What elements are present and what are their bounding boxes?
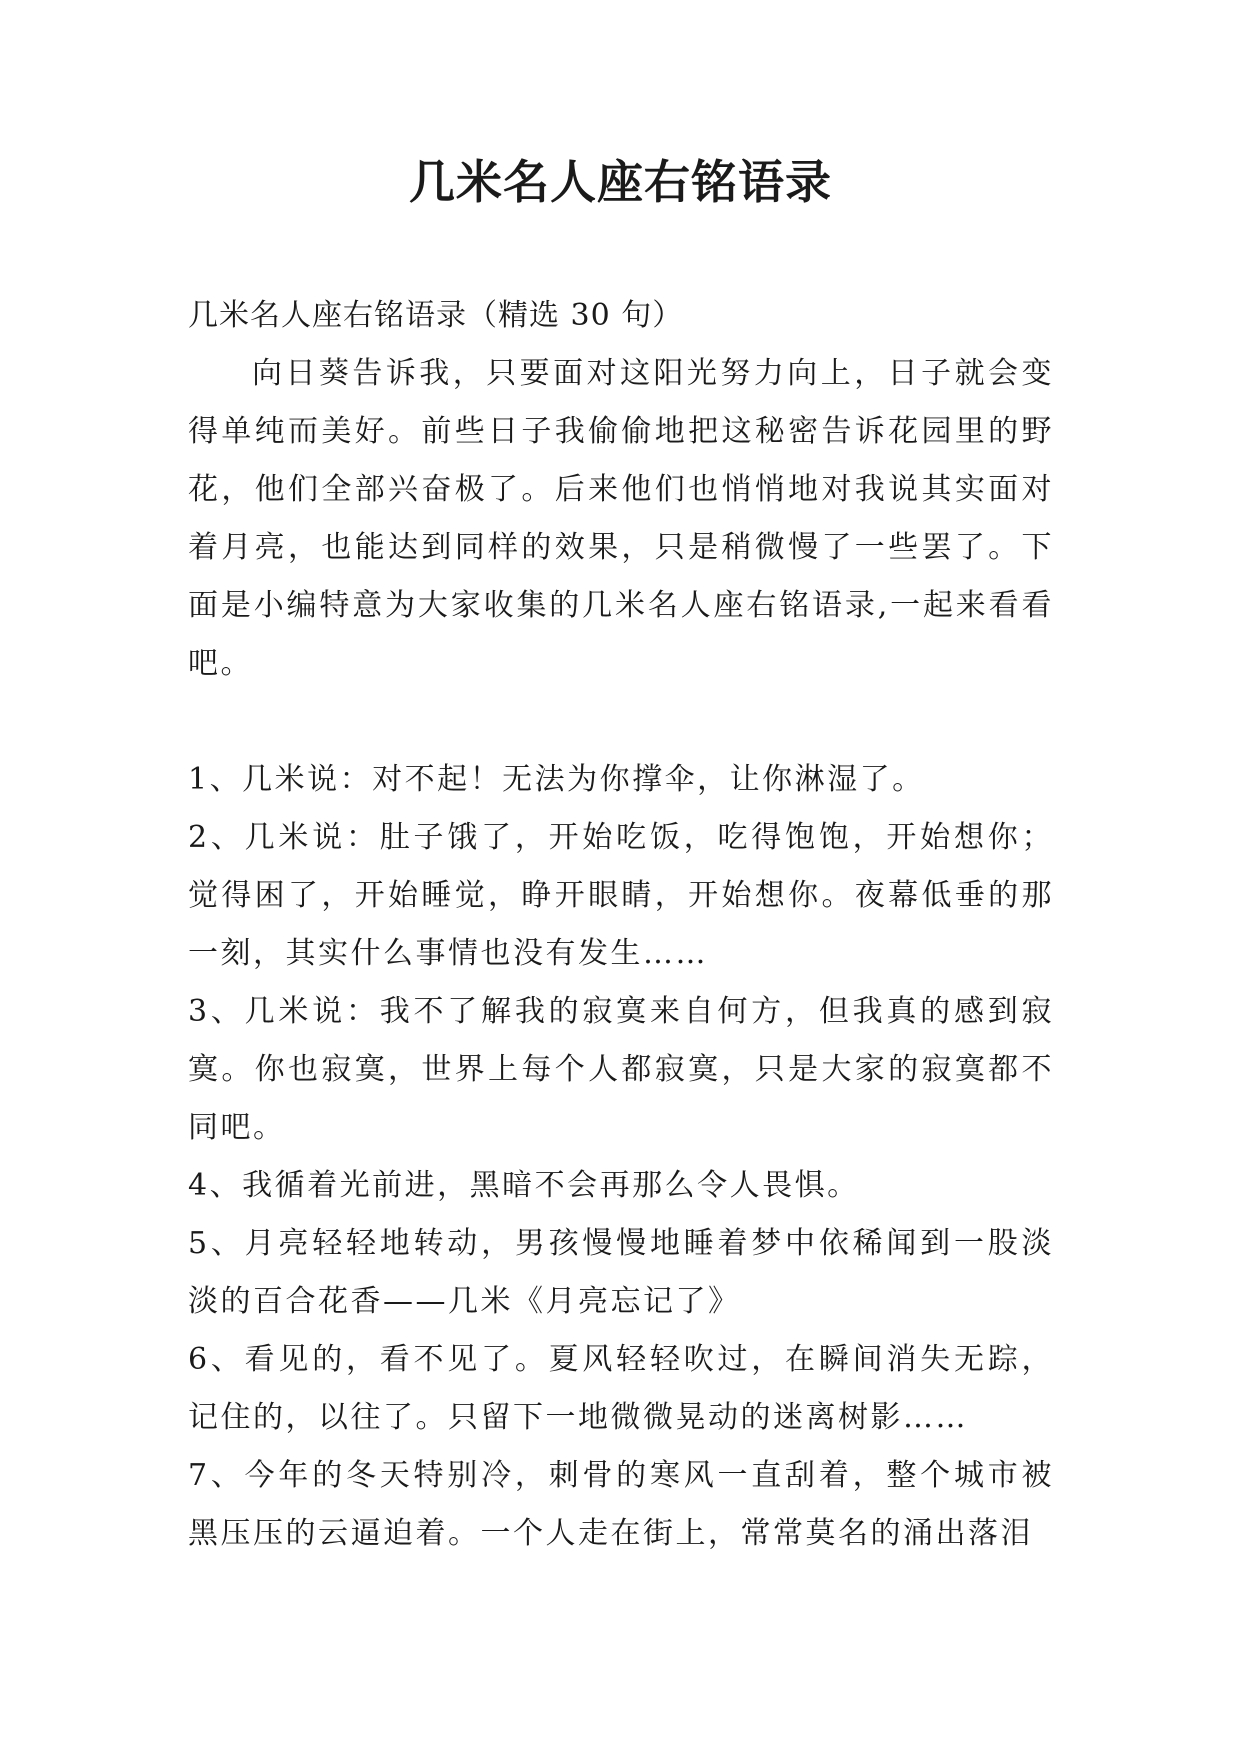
intro-paragraph: 向日葵告诉我，只要面对这阳光努力向上，日子就会变得单纯而美好。前些日子我偷偷地把这秘密告诉花园里的野花，他们全部兴奋极了。后来他们也悄悄地对我说其实面对着月亮，也能达到同样的效果，只是稍微慢了一些罢了。下面是小编特意为大家收集的几米名人座右铭语录,一起来看看吧。 — [188, 356, 1054, 681]
quote-item: 3、几米说：我不了解我的寂寞来自何方，但我真的感到寂寞。你也寂寞，世界上每个人都寂寞，只是大家的寂寞都不同吧。 — [188, 994, 1054, 1145]
quote-item: 4、我循着光前进，黑暗不会再那么令人畏惧。 — [188, 1168, 860, 1203]
document-title: 几米名人座右铭语录 — [409, 155, 832, 209]
quote-item: 7、今年的冬天特别冷，刺骨的寒风一直刮着，整个城市被黑压压的云逼迫着。一个人走在街上，常常莫名的涌出落泪 — [188, 1458, 1054, 1551]
quote-item: 6、看见的，看不见了。夏风轻轻吹过，在瞬间消失无踪，记住的，以往了。只留下一地微微晃动的迷离树影…… — [188, 1342, 1054, 1435]
paragraph-spacer — [188, 693, 1054, 751]
quote-item: 1、几米说：对不起！无法为你撑伞，让你淋湿了。 — [188, 762, 925, 797]
document-body — [188, 287, 1054, 1563]
quote-item: 2、几米说：肚子饿了，开始吃饭，吃得饱饱，开始想你；觉得困了，开始睡觉，睁开眼睛，开始想你。夜幕低垂的那一刻，其实什么事情也没有发生…… — [188, 820, 1054, 971]
quote-item: 5、月亮轻轻地转动，男孩慢慢地睡着梦中依稀闻到一股淡淡的百合花香——几米《月亮忘记了》 — [188, 1226, 1054, 1319]
document-subtitle: 几米名人座右铭语录（精选 30 句） — [188, 298, 684, 333]
